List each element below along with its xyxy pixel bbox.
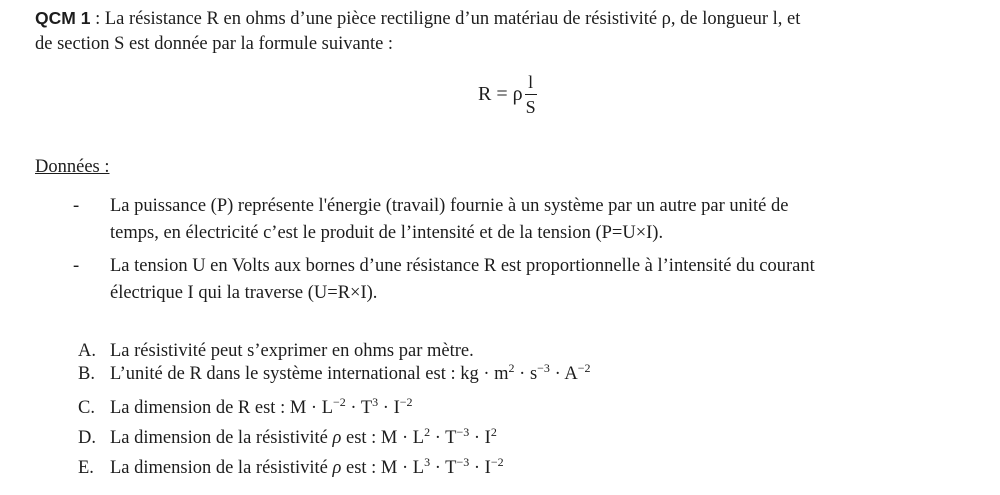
choice-e-letter: E. bbox=[78, 458, 94, 478]
choice-c-letter: C. bbox=[78, 398, 95, 418]
donnees-item-1-line-2: temps, en électricité c’est le produit de l’intensité et de la tension (P=U×I). bbox=[110, 223, 664, 243]
choice-c-text: La dimension de R est : $M \cdot L^{-2} \cdot T^3 \cdot I^{-2}$ bbox=[110, 395, 413, 418]
choice-a-text: La résistivité peut s’exprimer en ohms par mètre. bbox=[110, 341, 474, 361]
donnees-item-2-line-2: électrique I qui la traverse (U=R×I). bbox=[110, 283, 378, 303]
question-intro-text: : La résistance R en ohms d’une pièce rectiligne d’un matériau de résistivité ρ, de longueur l, et bbox=[90, 9, 801, 29]
bullet-dash: - bbox=[73, 196, 80, 216]
donnees-item-2-line-1: La tension U en Volts aux bornes d’une résistance R est proportionnelle à l’intensité du courant bbox=[110, 256, 815, 276]
donnees-heading: Données : bbox=[35, 157, 110, 177]
formula-fraction bbox=[525, 71, 537, 118]
choice-d-text: La dimension de la résistivité ρ est : $M \cdot L^2 \cdot T^{-3} \cdot I^2$ bbox=[110, 425, 497, 448]
question-intro-line-2: de section S est donnée par la formule suivante : bbox=[35, 34, 394, 54]
choice-b-letter: B. bbox=[78, 364, 95, 384]
fraction-bar bbox=[525, 94, 537, 95]
question-label: QCM 1 bbox=[35, 8, 91, 28]
formula-numerator: l bbox=[528, 72, 534, 92]
bullet-dash: - bbox=[73, 256, 80, 276]
resistance-formula bbox=[478, 71, 537, 118]
choice-b-text: L’unité de R dans le système international est : kg · $m^2 \cdot s^{-3} \cdot A^{-2}$ bbox=[110, 361, 591, 384]
question-intro-line-1 bbox=[35, 8, 800, 30]
donnees-item-1-line-1: La puissance (P) représente l'énergie (travail) fournie à un système par un autre par unité de bbox=[110, 196, 789, 216]
formula-lhs: R = ρ bbox=[478, 83, 523, 105]
choice-e-text: La dimension de la résistivité ρ est : $M \cdot L^3 \cdot T^{-3} \cdot I^{-2}$ bbox=[110, 455, 504, 478]
choice-a-letter: A. bbox=[78, 341, 96, 361]
choice-d-letter: D. bbox=[78, 428, 96, 448]
formula-denominator: S bbox=[525, 97, 536, 117]
